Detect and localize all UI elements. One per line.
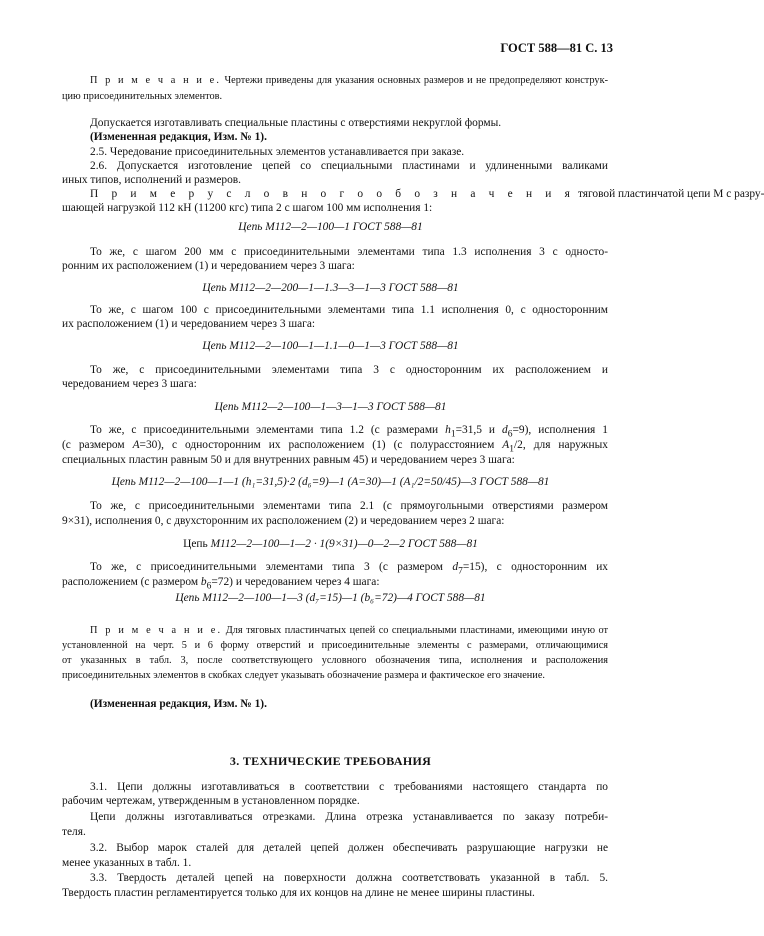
example-4-line-1: То же, с присоединительными элементами типа 3 с односторонним их расположением и: [90, 364, 608, 376]
paragraph-3-3-line-2: Твердость пластин регламентируется только для их концов на длине не менее ширины пластины.: [62, 887, 535, 899]
example-line-1: П р и м е р у с л о в н о г о о б о з н а ч е н и я тяговой пластинчатой цепи М с разру-: [90, 188, 764, 200]
paragraph-3-3-line-1: 3.3. Твердость деталей цепей на поверхности должна соответствовать указанной в табл. 5.: [90, 872, 608, 884]
example-6-line-2: 9×31), исполнения 0, с двухсторонним их расположением (2) и чередованием через 2 шага:: [62, 515, 505, 527]
example-5-line-3: специальных пластин равным 50 и для внутренних равным 45) и чередованием через 3 шага:: [62, 454, 515, 466]
example-5-line-1: То же, с присоединительными элементами типа 1.2 (с размерами $h_1=31,5$ и $d_6=9$), исполнения 1: [90, 424, 608, 440]
paragraph-2-5: 2.5. Чередование присоединительных элементов устанавливается при заказе.: [90, 146, 465, 158]
formula-3: Цепь М112—2—100—1—1.1—0—1—3 ГОСТ 588—81: [202, 340, 459, 352]
formula-4: Цепь М112—2—100—1—3—1—3 ГОСТ 588—81: [214, 401, 447, 413]
example-5-line-2: (с размером A=30), с односторонним их расположением (1) (с полурасстоянием $A_1/2$, для наружных: [62, 439, 608, 455]
revision-note-1: (Измененная редакция, Изм. № 1).: [90, 131, 267, 143]
paragraph-2-6-line-1: 2.6. Допускается изготовление цепей со специальными пластинами и удлиненными валиками: [90, 160, 608, 172]
note-1-line-2: цию присоединительных элементов.: [62, 91, 223, 102]
paragraph-3-2-line-2: менее указанных в табл. 1.: [62, 857, 192, 869]
note-2-line-3: от указанных в табл. 3, после соответствующего условного обозначения типа, исполнения и расположения: [62, 655, 608, 666]
paragraph-3-1b-line-1: Цепи должны изготавливаться отрезками. Длина отрезка устанавливается по заказу потреби-: [90, 811, 608, 823]
paragraph-3-1-line-1: 3.1. Цепи должны изготавливаться в соответствии с требованиями настоящего стандарта по: [90, 781, 608, 793]
example-7-line-1: То же, с присоединительными элементами типа 3 (с размером $d_7=15$), с односторонним их: [90, 561, 608, 577]
note-label: П р и м е ч а н и е.: [90, 75, 222, 86]
formula-2: Цепь М112—2—200—1—1.3—3—1—3 ГОСТ 588—81: [202, 282, 459, 294]
example-line-2: шающей нагрузкой 112 кН (11200 кгс) типа 2 с шагом 100 мм исполнения 1:: [62, 202, 433, 214]
formula-6: Цепь М112—2—100—1—2 · 1(9×31)—0—2—2 ГОСТ 588—81: [183, 538, 478, 550]
paragraph-permit: Допускается изготавливать специальные пластины с отверстиями некруглой формы.: [90, 117, 502, 129]
example-2-line-2: ронним их расположением (1) и чередованием через 3 шага:: [62, 260, 355, 272]
paragraph-3-2-line-1: 3.2. Выбор марок сталей для деталей цепей должен обеспечивать разрушающие нагрузки не: [90, 842, 608, 854]
note-2-label: П р и м е ч а н и е.: [90, 625, 223, 636]
formula-1: Цепь М112—2—100—1 ГОСТ 588—81: [238, 221, 423, 233]
note-2-line-1: П р и м е ч а н и е. Для тяговых пластинчатых цепей со специальными пластинами, имеющими иную от: [90, 625, 608, 636]
example-label: П р и м е р у с л о в н о г о о б о з н а ч е н и я: [90, 188, 576, 200]
paragraph-3-1-line-2: рабочим чертежам, утвержденным в установленном порядке.: [62, 795, 360, 807]
note-1-line-1: П р и м е ч а н и е. Чертежи приведены для указания основных размеров и не предопределяют конструк-: [90, 75, 608, 86]
section-3-heading: 3. ТЕХНИЧЕСКИЕ ТРЕБОВАНИЯ: [229, 754, 432, 768]
formula-5: Цепь М112—2—100—1—1 (h₁=31,5)·2 (d₆=9)—1 (A=30)—1 (A₁/2=50/45)—3 ГОСТ 588—81: [111, 476, 550, 488]
paragraph-3-1b-line-2: теля.: [62, 826, 86, 838]
note-2-line-2: установленной на черт. 5 и 6 форму отверстий и присоединительные элементы с размерами, отличающимися: [62, 640, 608, 651]
example-4-line-2: чередованием через 3 шага:: [62, 378, 197, 390]
example-3-line-2: их расположением (1) и чередованием через 3 шага:: [62, 318, 316, 330]
example-2-line-1: То же, с шагом 200 мм с присоединительными элементами типа 1.3 исполнения 3 с односто-: [90, 246, 608, 258]
example-6-line-1: То же, с присоединительными элементами типа 2.1 (с прямоугольными отверстиями размером: [90, 500, 608, 512]
page-header: ГОСТ 588—81 С. 13: [500, 41, 613, 55]
example-3-line-1: То же, с шагом 100 с присоединительными элементами типа 1.1 исполнения 0, с односторонним: [90, 304, 608, 316]
revision-note-2: (Измененная редакция, Изм. № 1).: [90, 698, 267, 710]
formula-7: Цепь М112—2—100—1—3 (d₇=15)—1 (b₆=72)—4 ГОСТ 588—81: [175, 592, 486, 604]
note-2-line-4: присоединительных элементов в скобках следует указывать обозначение размера и фактическое его значение.: [62, 670, 545, 681]
example-7-line-2: расположением (с размером $b_6=72$) и чередованием через 4 шага:: [62, 576, 380, 592]
paragraph-2-6-line-2: иных типов, исполнений и размеров.: [62, 174, 242, 186]
